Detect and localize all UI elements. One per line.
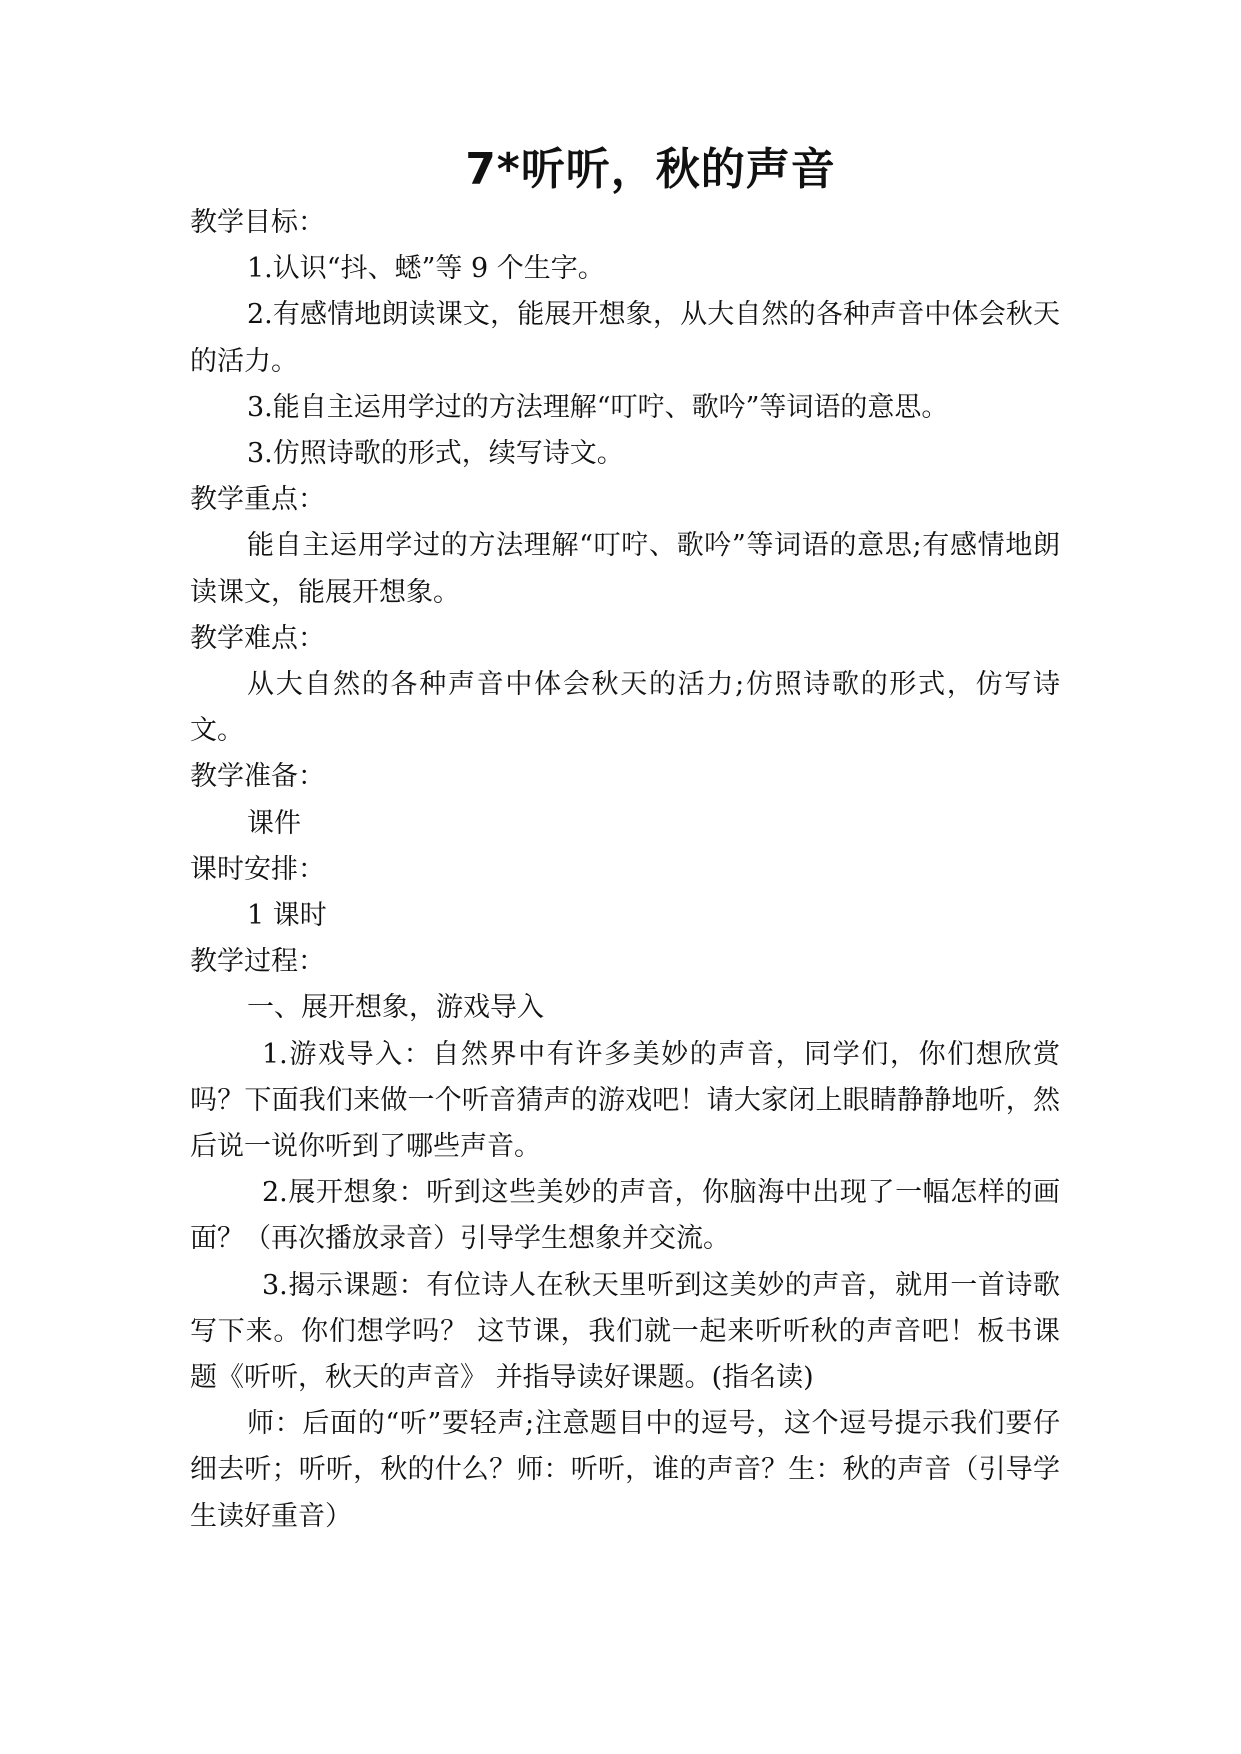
objective-item: 1.认识“抖、蟋”等 9 个生字。 (247, 253, 605, 285)
teacher-note: 师：后面的“听”要轻声;注意题目中的逗号，这个逗号提示我们要仔细去听；听听，秋的什么？师：听听，谁的声音？生：秋的声音（引导学生读好重音） (190, 1408, 1060, 1532)
difficulties-text: 从大自然的各种声音中体会秋天的活力;仿照诗歌的形式，仿写诗文。 (190, 669, 1060, 747)
process-step: 2.展开想象：听到这些美妙的声音，你脑海中出现了一幅怎样的画面？（再次播放录音）引导学生想象并交流。 (190, 1177, 1060, 1255)
objective-item: 3.仿照诗歌的形式，续写诗文。 (247, 438, 624, 470)
preparation-text: 课件 (247, 807, 301, 839)
page-title: 7*听听，秋的声音 (465, 144, 836, 195)
difficulties-heading: 教学难点： (190, 622, 325, 654)
process-step: 1.游戏导入：自然界中有许多美妙的声音，同学们，你们想欣赏吗？下面我们来做一个听音猜声的游戏吧！请大家闭上眼睛静静地听，然后说一说你听到了哪些声音。 (190, 1038, 1060, 1163)
objective-item: 2.有感情地朗读课文，能展开想象，从大自然的各种声音中体会秋天的活力。 (190, 299, 1060, 377)
schedule-text: 1 课时 (247, 900, 327, 932)
objectives-heading: 教学目标： (190, 207, 325, 238)
process-heading: 教学过程： (190, 946, 325, 978)
key-points-text: 能自主运用学过的方法理解“叮咛、歌吟”等词语的意思;有感情地朗读课文，能展开想象。 (190, 530, 1060, 608)
objective-item: 3.能自主运用学过的方法理解“叮咛、歌吟”等词语的意思。 (247, 391, 949, 423)
process-step: 3.揭示课题：有位诗人在秋天里听到这美妙的声音，就用一首诗歌写下来。你们想学吗？ 这节课，我们就一起来听听秋的声音吧！板书课题《听听，秋天的声音》 并指导读好课题。(指名读) (190, 1269, 1060, 1394)
schedule-heading: 课时安排： (190, 853, 325, 885)
document-body (190, 200, 1060, 1540)
key-points-heading: 教学重点： (190, 484, 325, 516)
preparation-heading: 教学准备： (190, 761, 325, 793)
process-part-title: 一、展开想象，游戏导入 (247, 992, 544, 1024)
